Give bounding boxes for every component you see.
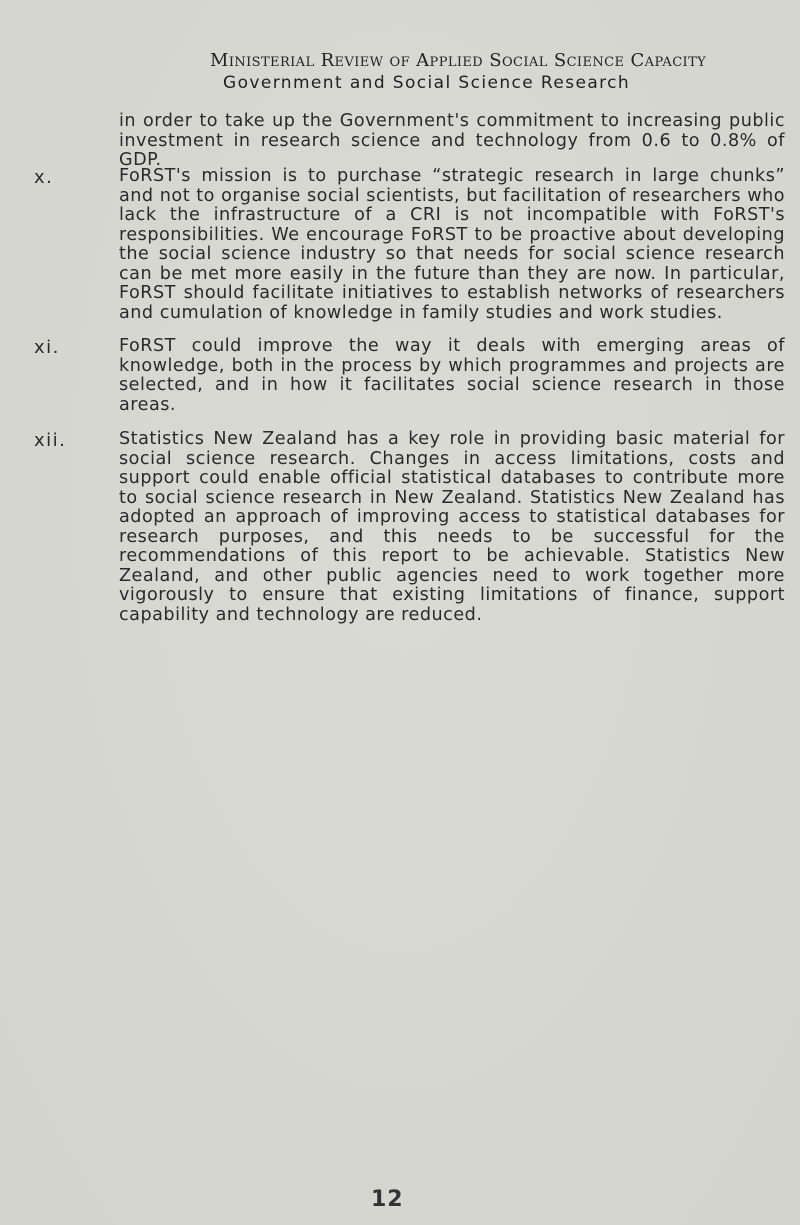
item-number-xii: xii. bbox=[34, 430, 67, 451]
page-number: 12 bbox=[371, 1187, 404, 1212]
report-title: Ministerial Review of Applied Social Science Capacity bbox=[210, 50, 707, 71]
report-subtitle: Government and Social Science Research bbox=[223, 73, 631, 93]
paragraph-xii: Statistics New Zealand has a key role in providing basic material for social science research. Changes in access limitations, costs and support could enable official statistical databases to contribute more to social science research in New Zealand. Statistics New Zealand has adopted an approach of improving access to statistical databases for research purposes, and this needs to be successful for the recommendations of this report to be achievable. Statistics New Zealand, and other public agencies need to work together more vigorously to ensure that existing limitations of finance, support capability and technology are reduced. bbox=[119, 429, 785, 625]
item-number-x: x. bbox=[34, 167, 54, 188]
paragraph-xi: FoRST could improve the way it deals with emerging areas of knowledge, both in the process by which programmes and projects are selected, and in how it facilitates social science research in those areas. bbox=[119, 336, 785, 415]
item-number-xi: xi. bbox=[34, 337, 60, 358]
intro-paragraph: in order to take up the Government's commitment to increasing public investment in research science and technology from 0.6 to 0.8% of GDP. bbox=[119, 111, 785, 170]
running-header bbox=[210, 50, 707, 93]
paragraph-x: FoRST's mission is to purchase “strategic research in large chunks” and not to organise social scientists, but facilitation of researchers who lack the infrastructure of a CRI is not incompatible with FoRST's responsibilities. We encourage FoRST to be proactive about developing the social science industry so that needs for social science research can be met more easily in the future than they are now. In particular, FoRST should facilitate initiatives to establish networks of researchers and cumulation of knowledge in family studies and work studies. bbox=[119, 166, 785, 323]
